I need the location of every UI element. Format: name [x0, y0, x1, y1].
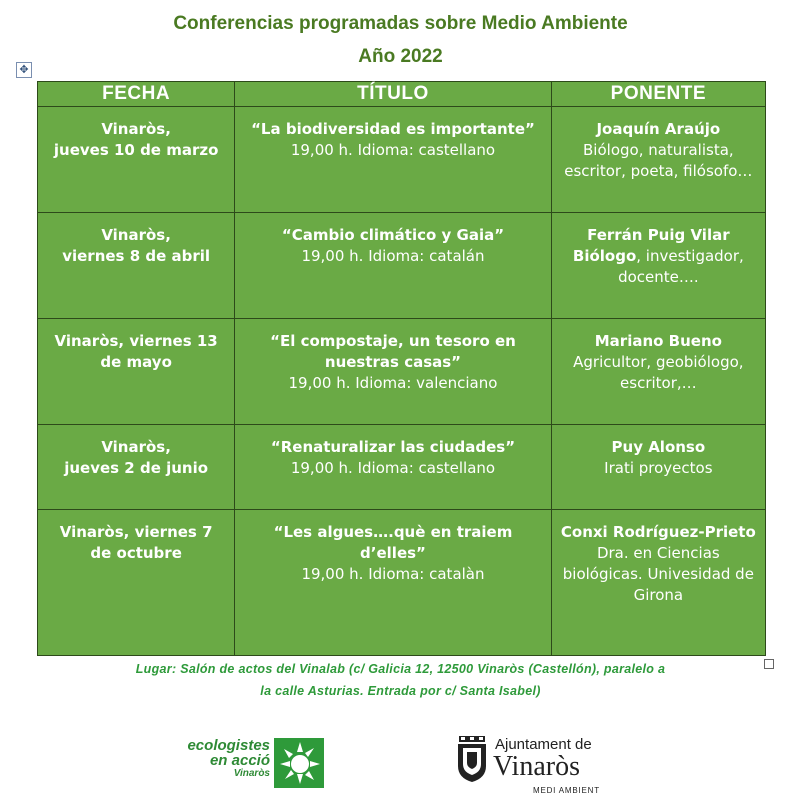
ecologistes-logo-text [170, 738, 270, 780]
speaker-name: Joaquín Araújo [596, 120, 721, 138]
titulo-cell [235, 425, 551, 510]
talk-time-language: 19,00 h. Idioma: castellano [290, 459, 496, 477]
titulo-cell [235, 319, 551, 425]
ecologistes-line1: ecologistes [187, 737, 270, 754]
speaker-detail [556, 246, 761, 267]
ponente-cell [551, 107, 765, 213]
table-row [38, 213, 766, 319]
coat-of-arms-icon [455, 736, 489, 782]
speaker-detail: Biólogo, naturalista, escritor, poeta, filósofo… [564, 141, 753, 180]
fecha-line: Vinaròs, [101, 226, 171, 244]
ponente-cell [551, 425, 765, 510]
talk-time-language: 19,00 h. Idioma: valenciano [288, 374, 498, 392]
fecha-line: Vinaròs, [101, 120, 171, 138]
venue-line-2: la calle Asturias. Entrada por c/ Santa Isabel) [260, 684, 541, 698]
page-subtitle-year: Año 2022 [358, 46, 443, 67]
speaker-name: Mariano Bueno [594, 332, 722, 350]
table-row [38, 510, 766, 656]
ponente-cell [551, 213, 765, 319]
table-row [38, 425, 766, 510]
fecha-line: de octubre [90, 544, 182, 562]
ecologistes-line2: en acció [209, 752, 270, 769]
ajuntament-line1: Ajuntament de [495, 736, 592, 753]
titulo-cell [235, 213, 551, 319]
speaker-detail-bold: Biólogo [572, 247, 637, 265]
speaker-detail-part: docente…. [618, 268, 699, 286]
fecha-line: viernes 8 de abril [62, 247, 211, 265]
conferences-table [37, 81, 766, 656]
fecha-line: jueves 10 de marzo [53, 141, 219, 159]
fecha-cell [38, 319, 235, 425]
table-header-row [38, 82, 766, 107]
venue-line-1: Lugar: Salón de actos del Vinalab (c/ Galicia 12, 12500 Vinaròs (Castellón), paralelo a [135, 662, 666, 676]
fecha-cell [38, 425, 235, 510]
header-titulo: TÍTULO [235, 82, 551, 107]
speaker-name: Ferrán Puig Vilar [587, 226, 730, 244]
fecha-line: Vinaròs, [101, 438, 171, 456]
header-fecha: FECHA [38, 82, 235, 107]
fecha-line: de mayo [100, 353, 172, 371]
talk-title: “Cambio climático y Gaia” [281, 226, 505, 244]
ecologistes-line3: Vinaròs [233, 768, 270, 779]
speaker-name: Conxi Rodríguez-Prieto [560, 523, 756, 541]
fecha-line: Vinaròs, viernes 7 [59, 523, 213, 541]
ponente-cell [551, 319, 765, 425]
ajuntament-line2: Vinaròs [493, 751, 580, 782]
fecha-cell [38, 107, 235, 213]
fecha-line: jueves 2 de junio [64, 459, 209, 477]
titulo-cell [235, 107, 551, 213]
speaker-name: Puy Alonso [611, 438, 706, 456]
talk-time-language: 19,00 h. Idioma: catalàn [301, 565, 485, 583]
speaker-detail-part: , investigador, [636, 247, 744, 265]
titulo-cell [235, 510, 551, 656]
talk-time-language: 19,00 h. Idioma: catalán [301, 247, 485, 265]
speaker-detail: Dra. en Ciencias biológicas. Univesidad de Girona [562, 544, 754, 604]
fecha-line: Vinaròs, viernes 13 [54, 332, 218, 350]
page-title: Conferencias programadas sobre Medio Ambiente [173, 13, 628, 34]
talk-title: “Les algues….què en traiem d’elles” [273, 523, 513, 562]
talk-title: “La biodiversidad es importante” [251, 120, 535, 138]
speaker-detail: Irati proyectos [604, 459, 713, 477]
talk-title: “Renaturalizar las ciudades” [270, 438, 516, 456]
table-move-handle-icon[interactable]: ✥ [16, 62, 32, 78]
talk-time-language: 19,00 h. Idioma: castellano [290, 141, 496, 159]
ponente-cell [551, 510, 765, 656]
ajuntament-line3: MEDI AMBIENT [533, 786, 600, 795]
table-row [38, 107, 766, 213]
fecha-cell [38, 510, 235, 656]
header-ponente: PONENTE [551, 82, 765, 107]
talk-title: “El compostaje, un tesoro en nuestras casas” [270, 332, 516, 371]
table-row [38, 319, 766, 425]
speaker-detail: Agricultor, geobiólogo, escritor,… [573, 353, 744, 392]
sun-logo-icon [274, 738, 324, 788]
fecha-cell [38, 213, 235, 319]
